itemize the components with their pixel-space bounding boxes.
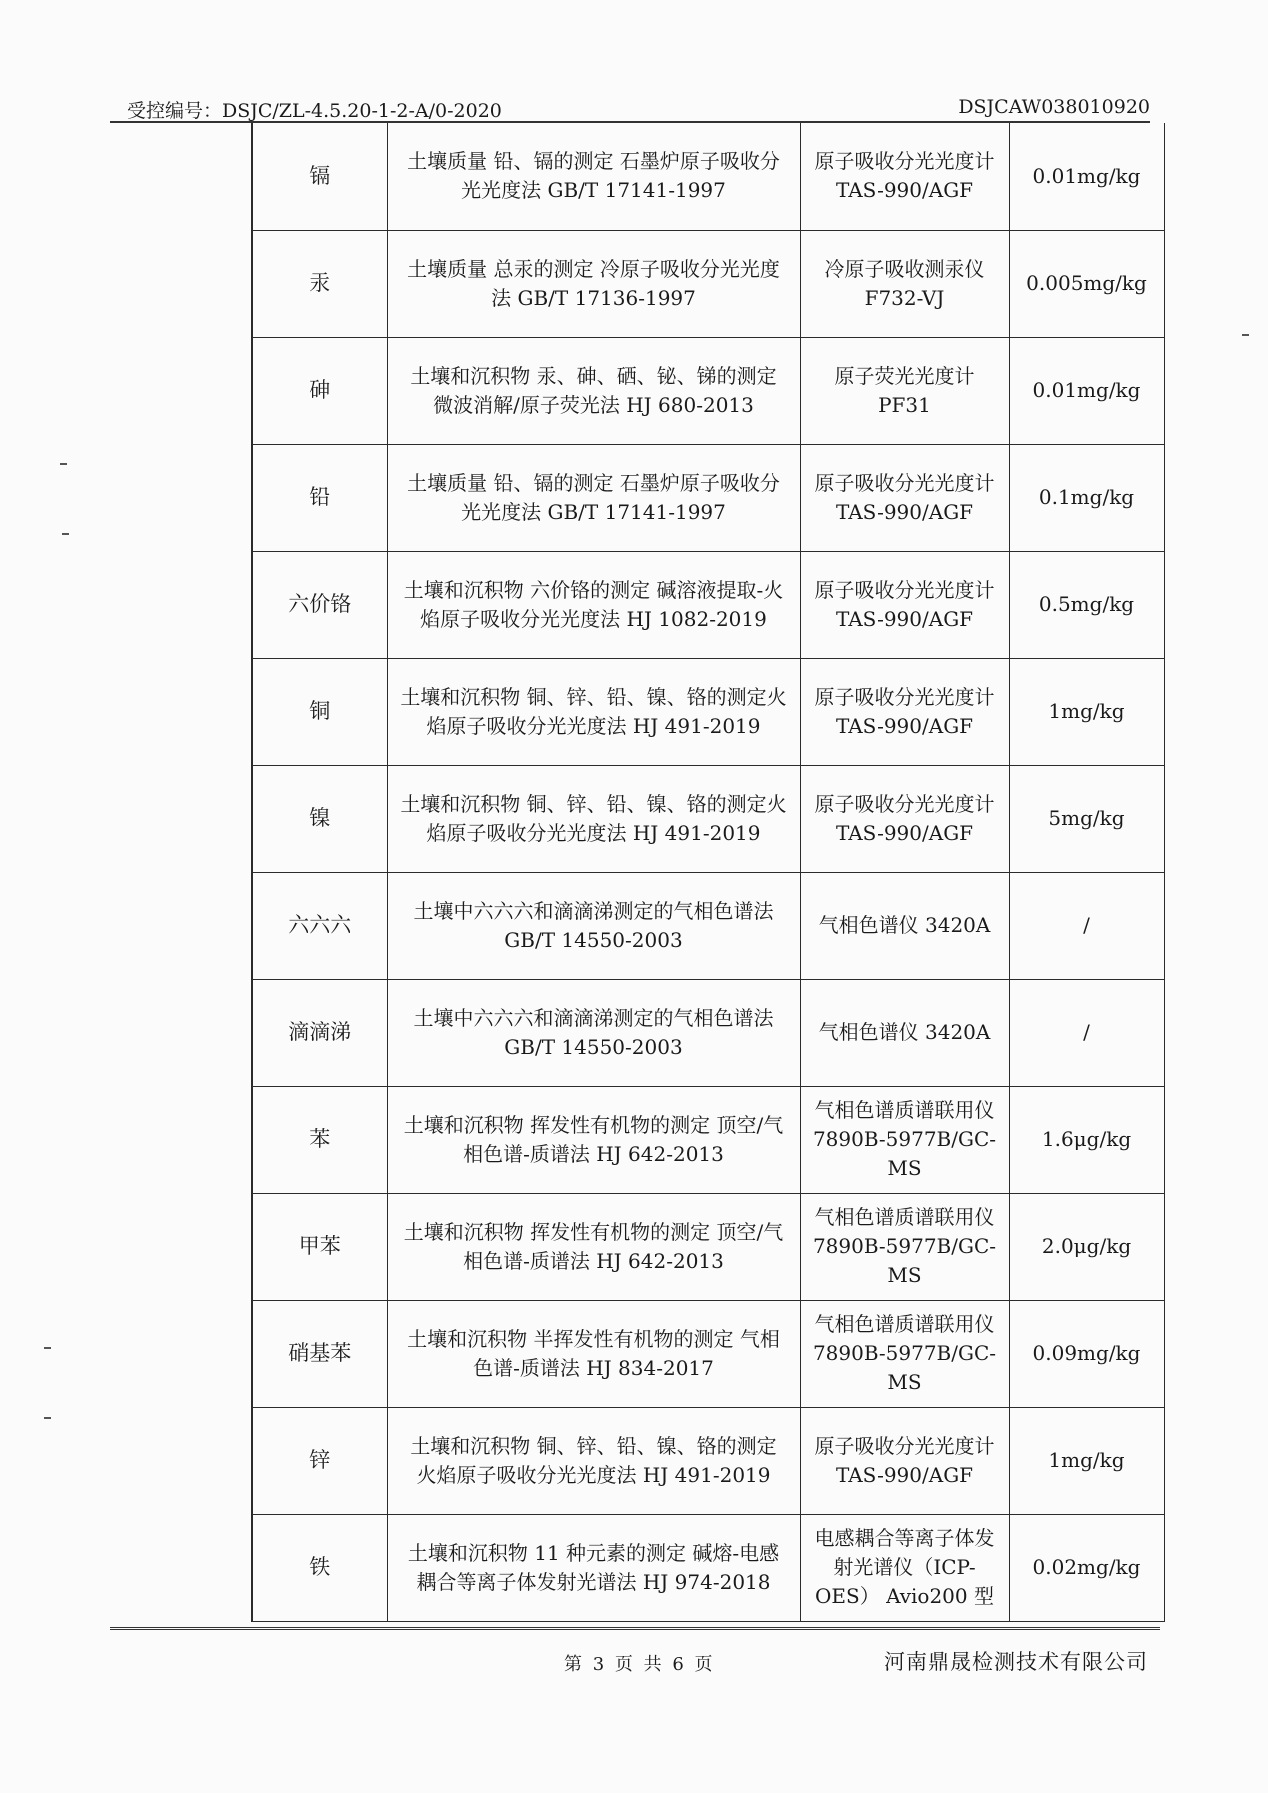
- table-row: [252, 765, 1164, 872]
- instrument-cell: 气相色谱质谱联用仪 7890B-5977B/GC-MS: [800, 1300, 1009, 1407]
- scan-mark: [1242, 334, 1249, 336]
- instrument-cell: 气相色谱仪 3420A: [800, 979, 1009, 1086]
- table-row: [252, 444, 1164, 551]
- item-cell: 汞: [252, 230, 387, 337]
- method-cell: 土壤质量 总汞的测定 冷原子吸收分光光度法 GB/T 17136-1997: [387, 230, 800, 337]
- detection-limit-cell: 0.01mg/kg: [1009, 337, 1164, 444]
- method-cell: 土壤和沉积物 汞、砷、硒、铋、锑的测定 微波消解/原子荧光法 HJ 680-2013: [387, 337, 800, 444]
- footer-divider: [110, 1627, 1160, 1630]
- detection-limit-cell: /: [1009, 979, 1164, 1086]
- scan-mark: [60, 463, 67, 465]
- method-cell: 土壤质量 铅、镉的测定 石墨炉原子吸收分光光度法 GB/T 17141-1997: [387, 123, 800, 230]
- item-cell: 六六六: [252, 872, 387, 979]
- table-row: [252, 979, 1164, 1086]
- detection-limit-cell: 0.02mg/kg: [1009, 1514, 1164, 1621]
- instrument-cell: 原子吸收分光光度计 TAS-990/AGF: [800, 765, 1009, 872]
- table-row: [252, 872, 1164, 979]
- method-cell: 土壤和沉积物 半挥发性有机物的测定 气相色谱-质谱法 HJ 834-2017: [387, 1300, 800, 1407]
- table-row: [252, 1514, 1164, 1621]
- method-cell: 土壤质量 铅、镉的测定 石墨炉原子吸收分光光度法 GB/T 17141-1997: [387, 444, 800, 551]
- method-cell: 土壤和沉积物 铜、锌、铅、镍、铬的测定 火焰原子吸收分光光度法 HJ 491-2019: [387, 1407, 800, 1514]
- instrument-cell: 原子吸收分光光度计 TAS-990/AGF: [800, 123, 1009, 230]
- instrument-cell: 气相色谱仪 3420A: [800, 872, 1009, 979]
- instrument-cell: 气相色谱质谱联用仪 7890B-5977B/GC-MS: [800, 1086, 1009, 1193]
- table-row: [252, 551, 1164, 658]
- table-row: [252, 1193, 1164, 1300]
- test-methods-table: [251, 123, 1165, 1622]
- item-cell: 甲苯: [252, 1193, 387, 1300]
- table-row: [252, 1086, 1164, 1193]
- detection-limit-cell: /: [1009, 872, 1164, 979]
- scan-mark: [44, 1347, 51, 1349]
- table-row: [252, 1407, 1164, 1514]
- table-row: [252, 337, 1164, 444]
- company-name: 河南鼎晟检测技术有限公司: [884, 1650, 1148, 1674]
- item-cell: 砷: [252, 337, 387, 444]
- method-cell: 土壤和沉积物 六价铬的测定 碱溶液提取-火焰原子吸收分光光度法 HJ 1082-2019: [387, 551, 800, 658]
- instrument-cell: 电感耦合等离子体发射光谱仪（ICP-OES） Avio200 型: [800, 1514, 1009, 1621]
- instrument-cell: 原子吸收分光光度计 TAS-990/AGF: [800, 658, 1009, 765]
- instrument-cell: 气相色谱质谱联用仪 7890B-5977B/GC-MS: [800, 1193, 1009, 1300]
- item-cell: 六价铬: [252, 551, 387, 658]
- detection-limit-cell: 2.0μg/kg: [1009, 1193, 1164, 1300]
- method-cell: 土壤中六六六和滴滴涕测定的气相色谱法 GB/T 14550-2003: [387, 979, 800, 1086]
- method-cell: 土壤和沉积物 铜、锌、铅、镍、铬的测定火焰原子吸收分光光度法 HJ 491-2019: [387, 765, 800, 872]
- instrument-cell: 原子荧光光度计 PF31: [800, 337, 1009, 444]
- table-body: [252, 123, 1164, 1621]
- detection-limit-cell: 1mg/kg: [1009, 1407, 1164, 1514]
- item-cell: 铜: [252, 658, 387, 765]
- instrument-cell: 原子吸收分光光度计 TAS-990/AGF: [800, 1407, 1009, 1514]
- detection-limit-cell: 0.005mg/kg: [1009, 230, 1164, 337]
- table-row: [252, 230, 1164, 337]
- detection-limit-cell: 0.01mg/kg: [1009, 123, 1164, 230]
- scan-mark: [44, 1417, 51, 1419]
- method-cell: 土壤和沉积物 11 种元素的测定 碱熔-电感耦合等离子体发射光谱法 HJ 974-2018: [387, 1514, 800, 1621]
- instrument-cell: 冷原子吸收测汞仪 F732-VJ: [800, 230, 1009, 337]
- table-row: [252, 658, 1164, 765]
- item-cell: 镉: [252, 123, 387, 230]
- detection-limit-cell: 0.5mg/kg: [1009, 551, 1164, 658]
- method-cell: 土壤和沉积物 挥发性有机物的测定 顶空/气相色谱-质谱法 HJ 642-2013: [387, 1193, 800, 1300]
- method-cell: 土壤中六六六和滴滴涕测定的气相色谱法 GB/T 14550-2003: [387, 872, 800, 979]
- detection-limit-cell: 0.1mg/kg: [1009, 444, 1164, 551]
- table-row: [252, 1300, 1164, 1407]
- item-cell: 铁: [252, 1514, 387, 1621]
- item-cell: 苯: [252, 1086, 387, 1193]
- detection-limit-cell: 0.09mg/kg: [1009, 1300, 1164, 1407]
- item-cell: 铅: [252, 444, 387, 551]
- item-cell: 滴滴涕: [252, 979, 387, 1086]
- instrument-cell: 原子吸收分光光度计 TAS-990/AGF: [800, 551, 1009, 658]
- page-number: 第 3 页 共 6 页: [564, 1654, 713, 1675]
- item-cell: 锌: [252, 1407, 387, 1514]
- method-cell: 土壤和沉积物 铜、锌、铅、镍、铬的测定火焰原子吸收分光光度法 HJ 491-2019: [387, 658, 800, 765]
- control-number: 受控编号：DSJC/ZL-4.5.20-1-2-A/0-2020: [127, 100, 502, 122]
- table-row: [252, 123, 1164, 230]
- item-cell: 镍: [252, 765, 387, 872]
- document-code: DSJCAW038010920: [958, 96, 1150, 118]
- instrument-cell: 原子吸收分光光度计 TAS-990/AGF: [800, 444, 1009, 551]
- scan-mark: [62, 533, 69, 535]
- detection-limit-cell: 1.6μg/kg: [1009, 1086, 1164, 1193]
- item-cell: 硝基苯: [252, 1300, 387, 1407]
- detection-limit-cell: 5mg/kg: [1009, 765, 1164, 872]
- method-cell: 土壤和沉积物 挥发性有机物的测定 顶空/气相色谱-质谱法 HJ 642-2013: [387, 1086, 800, 1193]
- detection-limit-cell: 1mg/kg: [1009, 658, 1164, 765]
